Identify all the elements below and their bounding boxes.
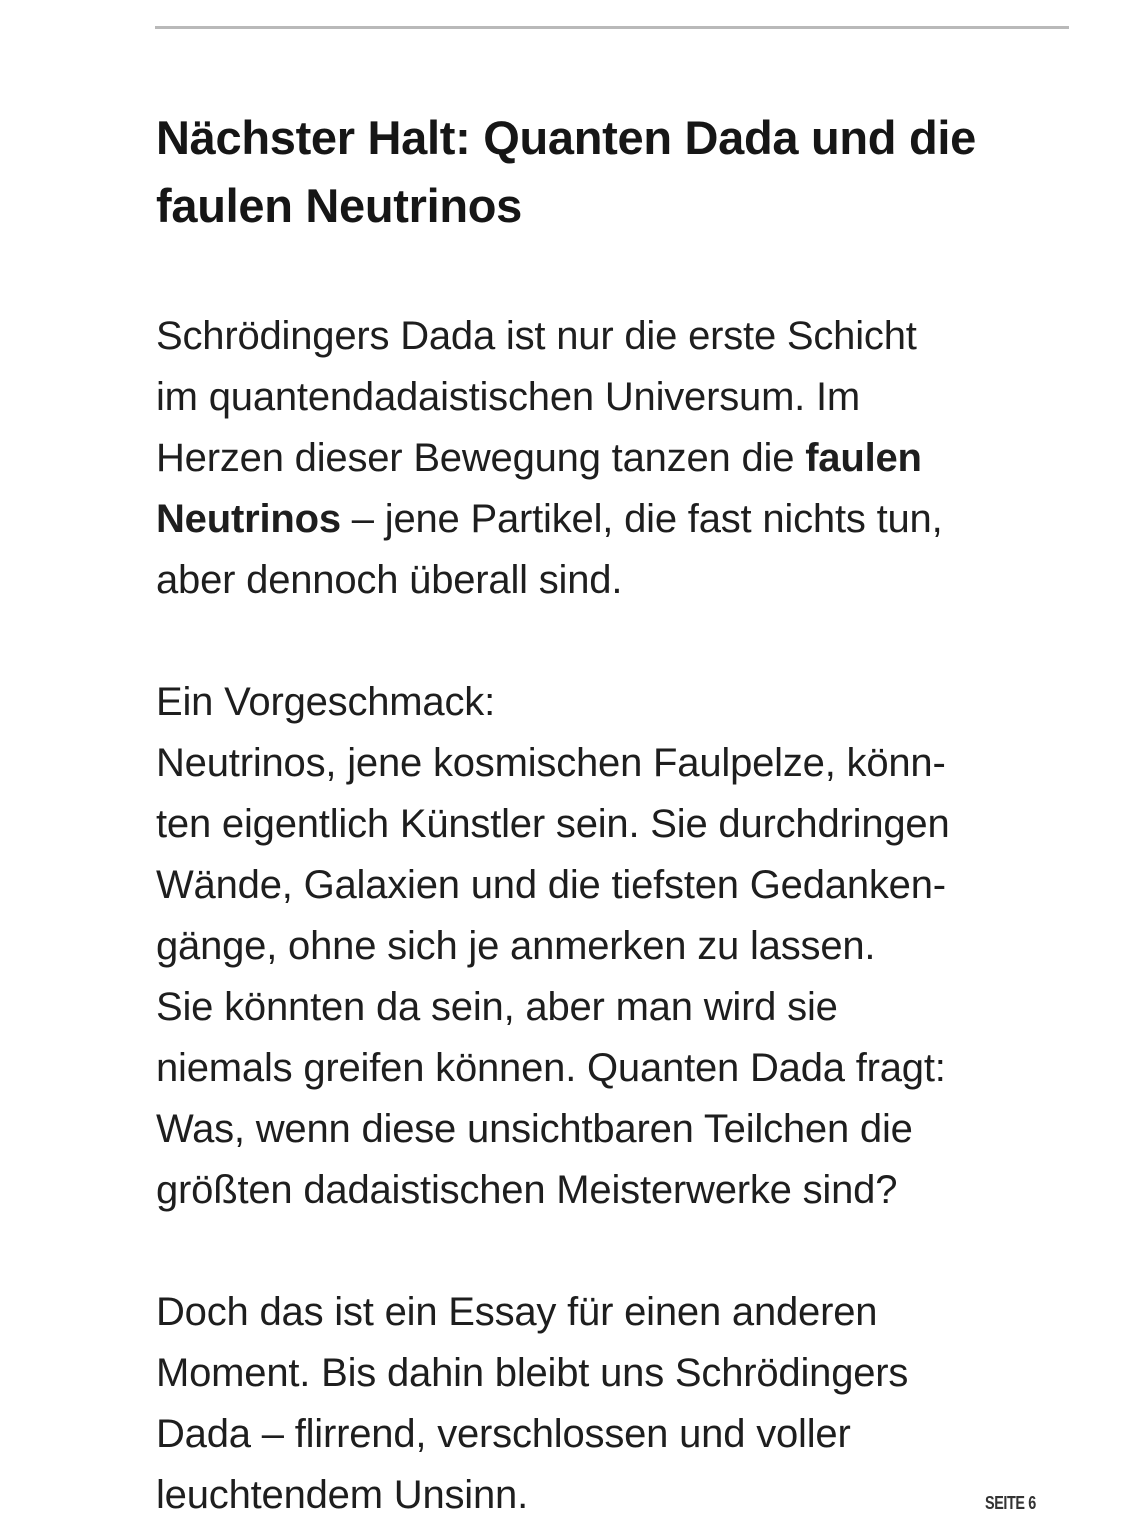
text-line: Neutrinos, jene kosmischen Faulpelze, könn-: [156, 741, 946, 785]
text-line: gänge, ohne sich je anmerken zu lassen.: [156, 924, 876, 968]
heading-line: faulen Neutrinos: [156, 179, 523, 232]
article-body: [156, 104, 1086, 1526]
text-fragment: Herzen dieser Bewegung tanzen die: [156, 436, 806, 480]
text-line: Schrödingers Dada ist nur die erste Schicht: [156, 314, 917, 358]
bold-term: Neutrinos: [156, 497, 341, 541]
top-divider: [155, 26, 1069, 29]
text-line: ten eigentlich Künstler sein. Sie durchdringen: [156, 802, 950, 846]
text-line: Dada – flirrend, verschlossen und voller: [156, 1412, 851, 1456]
text-line: Wände, Galaxien und die tiefsten Gedanken-: [156, 863, 946, 907]
text-line: Doch das ist ein Essay für einen anderen: [156, 1290, 878, 1334]
text-line: größten dadaistischen Meisterwerke sind?: [156, 1168, 898, 1212]
text-line: [156, 489, 1086, 550]
heading-line: Nächster Halt: Quanten Dada und die: [156, 111, 976, 164]
text-line: Ein Vorgeschmack:: [156, 680, 495, 724]
text-line: [156, 428, 1086, 489]
text-fragment: – jene Partikel, die fast nichts tun,: [340, 497, 943, 541]
text-line: Moment. Bis dahin bleibt uns Schrödingers: [156, 1351, 909, 1395]
paragraph-closing: [156, 1282, 1086, 1526]
bold-term: faulen: [805, 436, 922, 480]
paragraph-intro: [156, 306, 1086, 611]
text-line: leuchtendem Unsinn.: [156, 1473, 528, 1517]
text-line: aber dennoch überall sind.: [156, 558, 623, 602]
text-line: im quantendadaistischen Universum. Im: [156, 375, 861, 419]
section-heading: [156, 104, 1086, 240]
paragraph-preview: [156, 672, 1086, 1221]
text-line: niemals greifen können. Quanten Dada fragt:: [156, 1046, 946, 1090]
page-number: SEITE 6: [985, 1493, 1036, 1513]
text-line: Sie könnten da sein, aber man wird sie: [156, 985, 838, 1029]
text-line: Was, wenn diese unsichtbaren Teilchen die: [156, 1107, 913, 1151]
